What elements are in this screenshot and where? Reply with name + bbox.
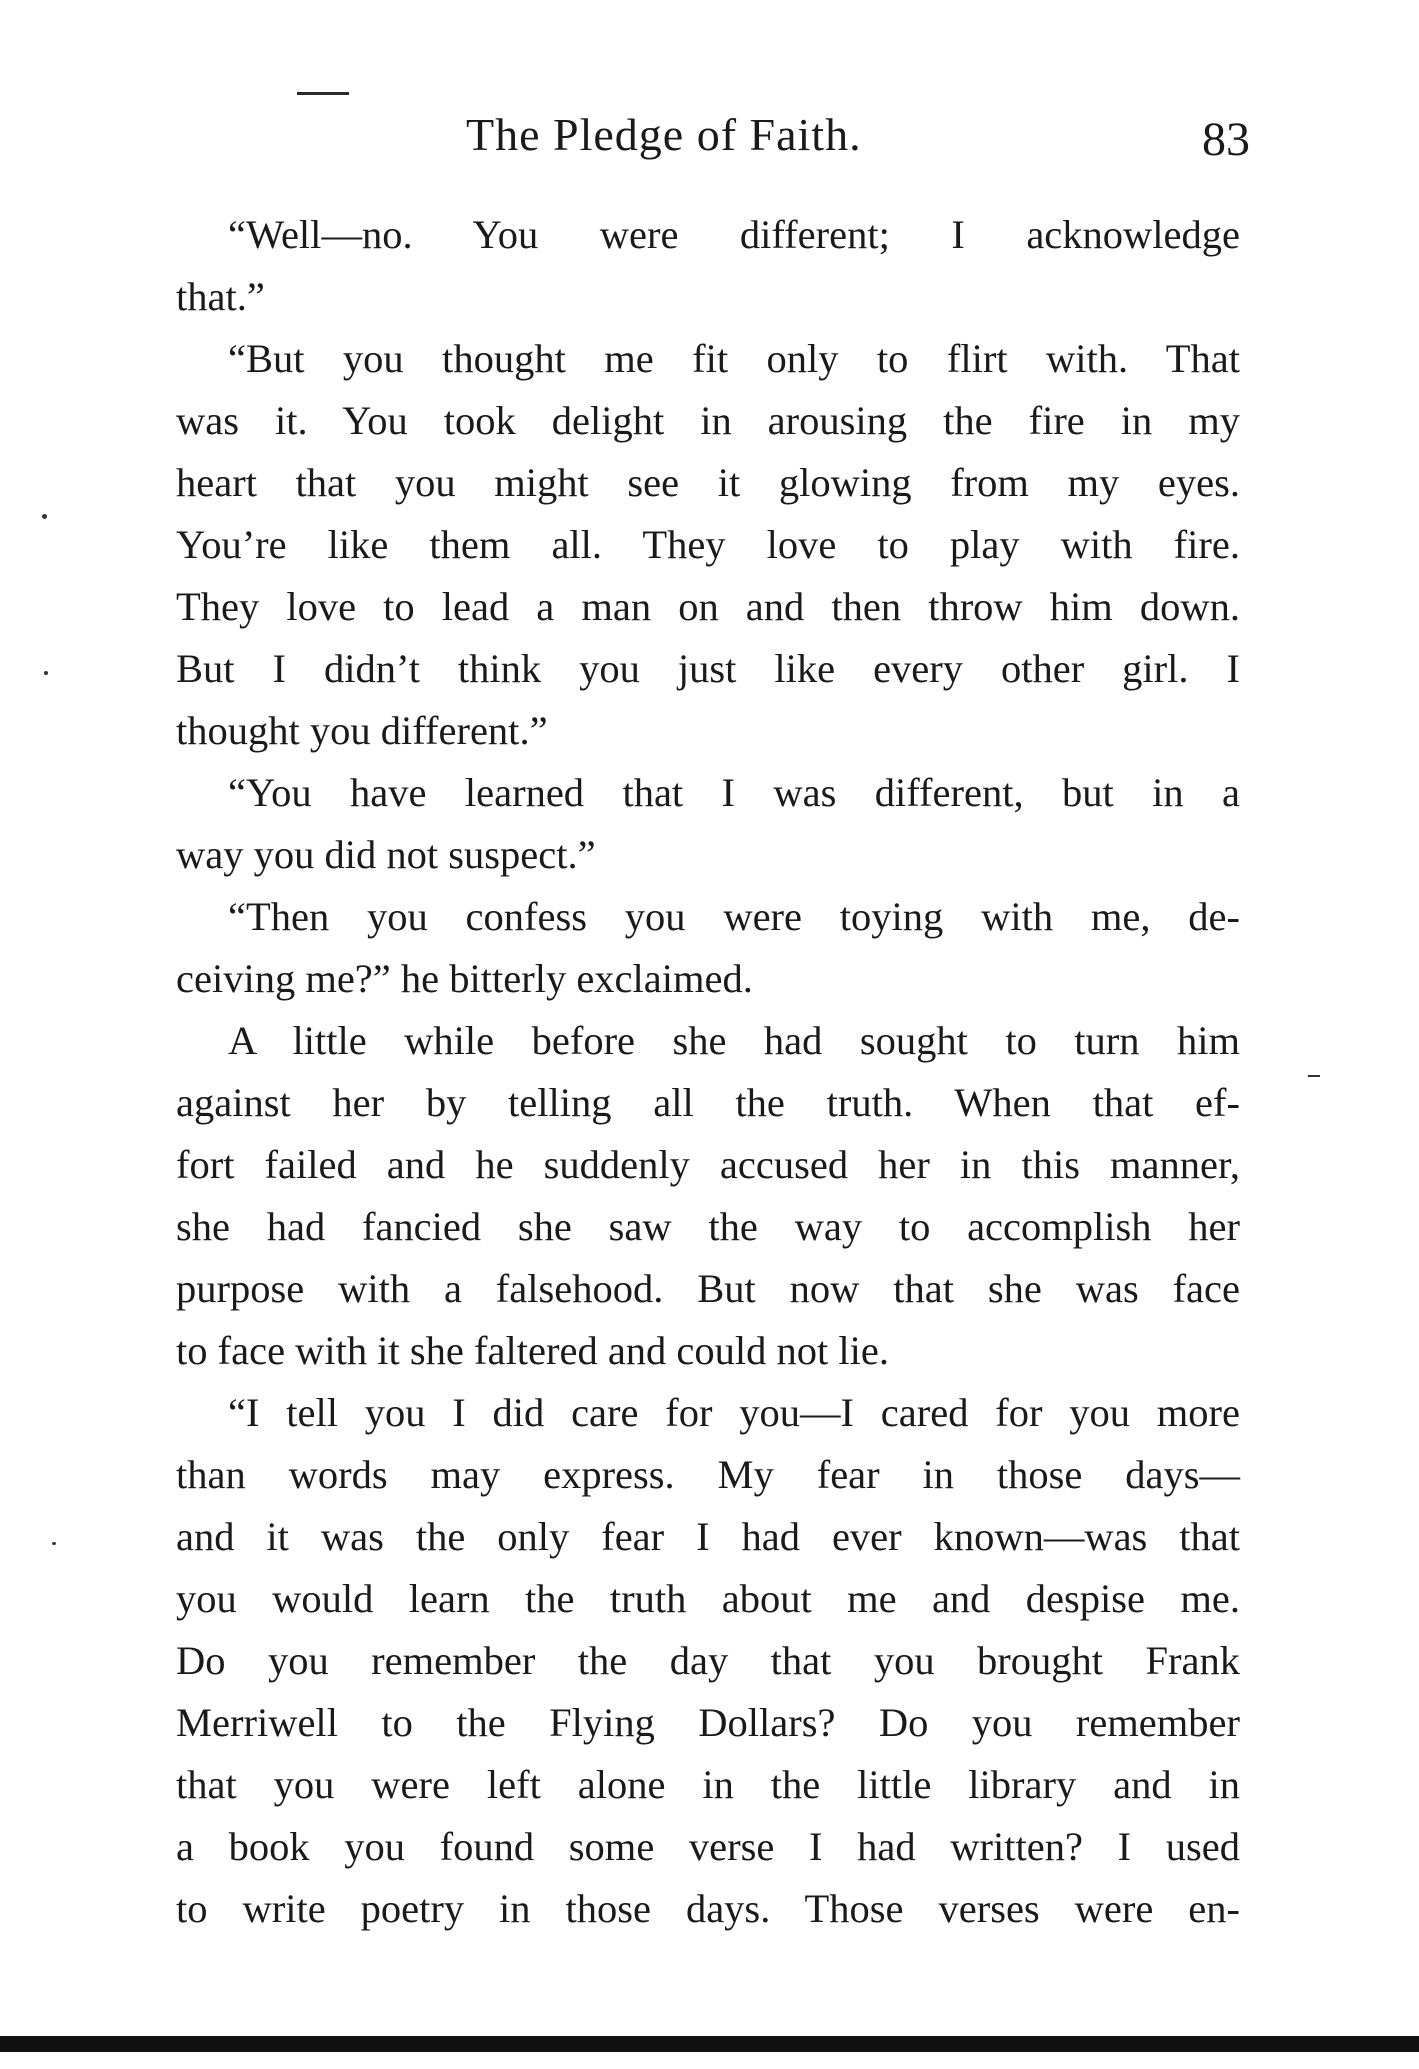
text-line: ceiving me?” he bitterly exclaimed.: [176, 956, 753, 1001]
paragraph: [176, 1010, 1240, 1382]
text-line: They love to lead a man on and then throw him down.: [176, 584, 1240, 629]
text-line: Do you remember the day that you brought Frank: [176, 1638, 1240, 1683]
paragraph: [176, 886, 1240, 1010]
text-line: to write poetry in those days. Those verses were en-: [176, 1886, 1240, 1931]
text-line: was it. You took delight in arousing the fire in my: [176, 398, 1240, 443]
body-text: [176, 204, 1240, 1940]
text-line: thought you different.”: [176, 708, 548, 753]
text-line: and it was the only fear I had ever known—was that: [176, 1514, 1240, 1559]
scan-speck: [44, 671, 48, 675]
page-number: 83: [1202, 113, 1250, 166]
text-line: you would learn the truth about me and despise me.: [176, 1576, 1240, 1621]
bottom-rule: [0, 2036, 1419, 2052]
running-head: [170, 108, 1250, 168]
text-line: “I tell you I did care for you—I cared for you more: [228, 1390, 1240, 1435]
text-line: against her by telling all the truth. When that ef-: [176, 1080, 1240, 1125]
text-line: fort failed and he suddenly accused her in this manner,: [176, 1142, 1240, 1187]
text-line: “Well—no. You were different; I acknowledge: [228, 212, 1240, 257]
text-line: “Then you confess you were toying with me, de-: [228, 894, 1240, 939]
text-line: A little while before she had sought to turn him: [228, 1018, 1240, 1063]
scan-speck: [52, 1542, 56, 1545]
text-line: “But you thought me fit only to flirt with. That: [228, 336, 1240, 381]
text-line: Merriwell to the Flying Dollars? Do you remember: [176, 1700, 1240, 1745]
paragraph: [176, 762, 1240, 886]
scan-speck: [1308, 1075, 1320, 1077]
paragraph: [176, 204, 1240, 328]
text-line: “You have learned that I was different, but in a: [228, 770, 1240, 815]
text-line: she had fancied she saw the way to accomplish her: [176, 1204, 1240, 1249]
text-line: purpose with a falsehood. But now that she was face: [176, 1266, 1240, 1311]
text-line: But I didn’t think you just like every other girl. I: [176, 646, 1240, 691]
text-line: that you were left alone in the little library and in: [176, 1762, 1240, 1807]
text-line: You’re like them all. They love to play with fire.: [176, 522, 1240, 567]
text-line: a book you found some verse I had written? I used: [176, 1824, 1240, 1869]
top-rule-mark: [297, 92, 349, 95]
text-line: to face with it she faltered and could not lie.: [176, 1328, 890, 1373]
text-line: heart that you might see it glowing from my eyes.: [176, 460, 1240, 505]
running-title: The Pledge of Faith.: [466, 109, 862, 160]
text-line: way you did not suspect.”: [176, 832, 596, 877]
paragraph: [176, 328, 1240, 762]
text-line: than words may express. My fear in those days—: [176, 1452, 1240, 1497]
scan-speck: [42, 514, 47, 519]
paragraph: [176, 1382, 1240, 1940]
text-line: that.”: [176, 274, 265, 319]
